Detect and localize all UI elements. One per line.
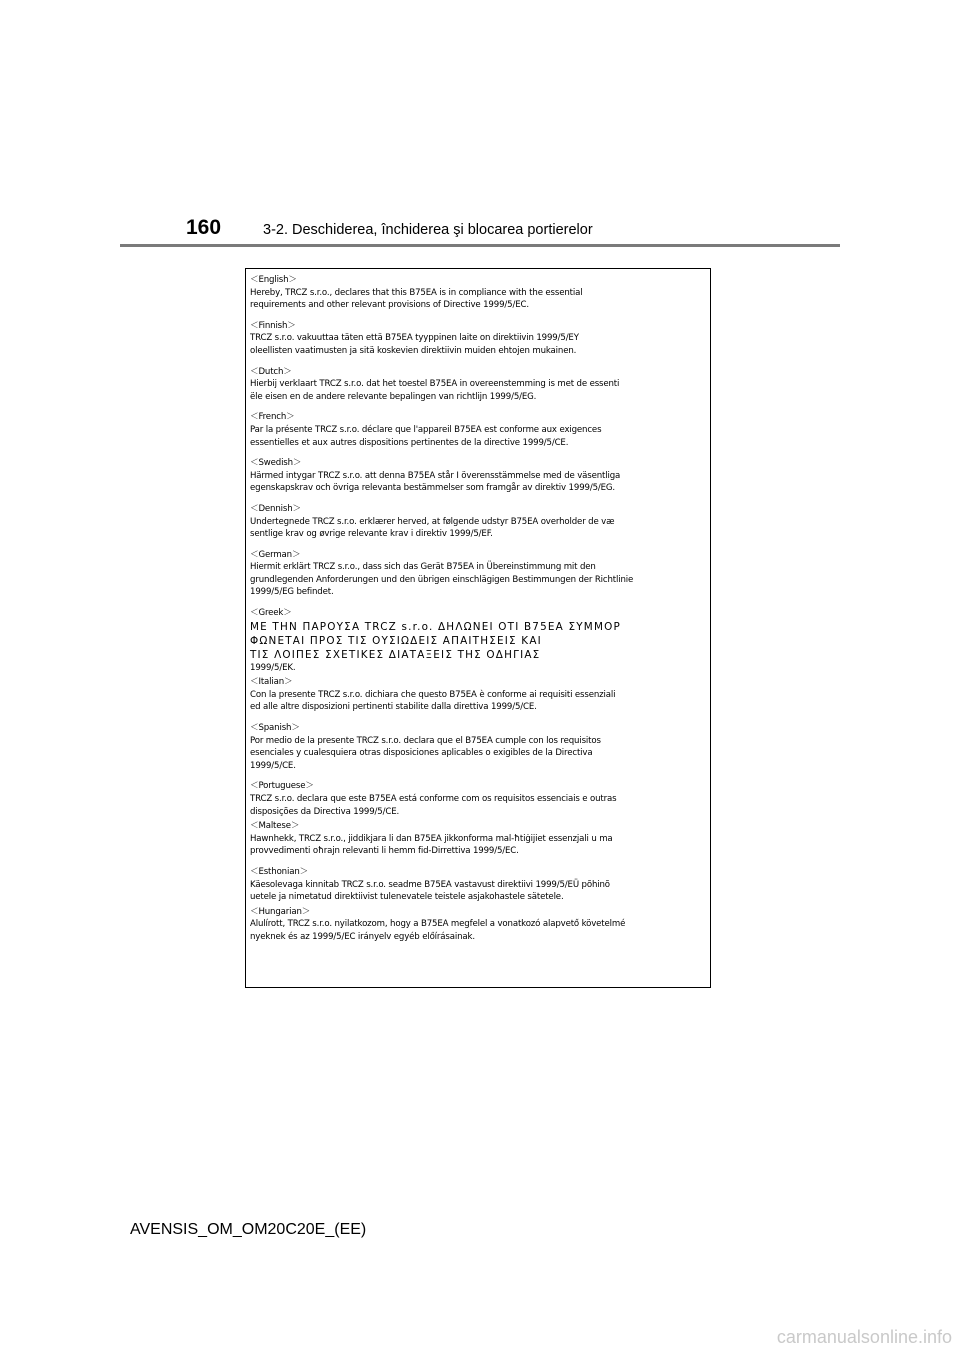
declaration-text: Käesolevaga kinnitab TRCZ s.r.o. seadme B75EA vastavust direktiivi 1999/5/EÜ põhinõ uetele ja nimetatud direktiivist tulenevatele teistele asjakohastele sätetele. (250, 879, 610, 903)
document-code: AVENSIS_OM_OM20C20E_(EE) (130, 1221, 367, 1238)
section-title: 3-2. Deschiderea, închiderea şi blocarea portierelor (263, 222, 593, 238)
language-label: ＜Swedish＞ (250, 458, 302, 469)
declaration-estonian (250, 866, 710, 904)
declaration-text: Hawnhekk, TRCZ s.r.o., jiddikjara li dan B75EA jikkonforma mal-ħtiġijiet essenzjali u ma provvedimenti oħrajn relevanti li hemm fid-Dirrettiva 1999/5/EC. (250, 833, 613, 857)
language-label: ＜German＞ (250, 549, 301, 560)
declaration-french (250, 411, 710, 449)
declaration-text: Con la presente TRCZ s.r.o. dichiara che questo B75EA è conforme ai requisiti essenziali ed alle altre disposizioni pertinenti stabilite dalla direttiva 1999/5/CE. (250, 689, 616, 713)
language-label: ＜Hungarian＞ (250, 906, 311, 917)
declaration-text: Hiermit erklärt TRCZ s.r.o., dass sich das Gerät B75EA in Übereinstimmung mit den grundlegenden Anforderungen und den übrigen einschlägigen Bestimmungen der Richtlinie 1999/5/EG befindet. (250, 562, 634, 598)
language-label: ＜Dennish＞ (250, 503, 301, 514)
declarations-box (245, 268, 711, 988)
language-label: ＜French＞ (250, 412, 295, 423)
declaration-text: ΜΕ ΤΗΝ ΠΑΡΟΥΣΑ TRCZ s.r.o. ΔΗΛΩΝΕΙ ΟΤΙ B75EA ΣΥΜΜΟΡ ΦΩΝΕΤΑΙ ΠΡΟΣ ΤΙΣ ΟΥΣΙΩΔΕΙΣ ΑΠΑΙΤΗΣΕΙΣ ΚΑΙ ΤΙΣ ΛΟΙΠΕΣ ΣΧΕΤΙΚΕΣ ΔΙΑΤΑΞΕΙΣ ΤΗΣ ΟΔΗΓΙΑΣ (250, 620, 621, 661)
page-number: 160 (186, 216, 222, 239)
declaration-swedish (250, 457, 710, 495)
declaration-finnish (250, 320, 710, 358)
watermark: carmanualsonline.info (776, 1327, 952, 1347)
declaration-text: TRCZ s.r.o. vakuuttaa täten että B75EA tyyppinen laite on direktiivin 1999/5/EY oleellisten vaatimusten ja sitä koskevien direktiivin muiden ehtojen mukainen. (250, 333, 579, 356)
declaration-spanish (250, 722, 710, 772)
language-label: ＜Maltese＞ (250, 821, 300, 832)
declaration-german (250, 549, 710, 599)
declaration-text: Hierbij verklaart TRCZ s.r.o. dat het toestel B75EA in overeenstemming is met de essenti ële eisen en de andere relevante bepalingen van richtlijn 1999/5/EG. (250, 379, 620, 402)
declaration-text: Hereby, TRCZ s.r.o., declares that this B75EA is in compliance with the essential requirements and other relevant provisions of Directive 1999/5/EC. (250, 287, 583, 311)
language-label: ＜Spanish＞ (250, 723, 300, 734)
header-divider (120, 244, 840, 247)
declaration-text: Härmed intygar TRCZ s.r.o. att denna B75EA står I överensstämmelse med de väsentliga egenskapskrav och övriga relevanta bestämmelser som framgår av direktiv 1999/5/EG. (250, 470, 621, 494)
declaration-text: Alulírott, TRCZ s.r.o. nyilatkozom, hogy a B75EA megfelel a vonatkozó alapvető követelmé nyeknek és az 1999/5/EC irányelv egyéb előírásainak. (250, 919, 626, 942)
declaration-dutch (250, 366, 710, 404)
declaration-danish (250, 503, 710, 541)
language-label: ＜Esthonian＞ (250, 866, 309, 877)
declaration-greek (250, 607, 710, 674)
declaration-text: Por medio de la presente TRCZ s.r.o. declara que el B75EA cumple con los requisitos esenciales y cualesquiera otras disposiciones aplicables o exigibles de la Directiva 1999/5/CE. (250, 735, 601, 771)
declaration-text-tail: 1999/5/EK. (250, 662, 296, 673)
declaration-text: Undertegnede TRCZ s.r.o. erklærer herved, at følgende udstyr B75EA overholder de væ sentlige krav og øvrige relevante krav i direktiv 1999/5/EF. (250, 516, 615, 540)
language-label: ＜Dutch＞ (250, 366, 292, 377)
declaration-portuguese (250, 780, 710, 818)
declaration-english (250, 274, 710, 312)
declaration-maltese (250, 820, 710, 858)
language-label: ＜Portuguese＞ (250, 781, 314, 792)
declaration-hungarian (250, 906, 710, 944)
language-label: ＜English＞ (250, 275, 297, 285)
language-label: ＜Finnish＞ (250, 320, 296, 331)
declaration-italian (250, 676, 710, 714)
language-label: ＜Greek＞ (250, 608, 292, 619)
declaration-text: Par la présente TRCZ s.r.o. déclare que l'appareil B75EA est conforme aux exigences essentielles et aux autres dispositions pertinentes de la directive 1999/5/CE. (250, 424, 602, 448)
declaration-text: TRCZ s.r.o. declara que este B75EA está conforme com os requisitos essenciais e outras disposições da Directiva 1999/5/CE. (250, 794, 617, 817)
language-label: ＜Italian＞ (250, 677, 293, 688)
